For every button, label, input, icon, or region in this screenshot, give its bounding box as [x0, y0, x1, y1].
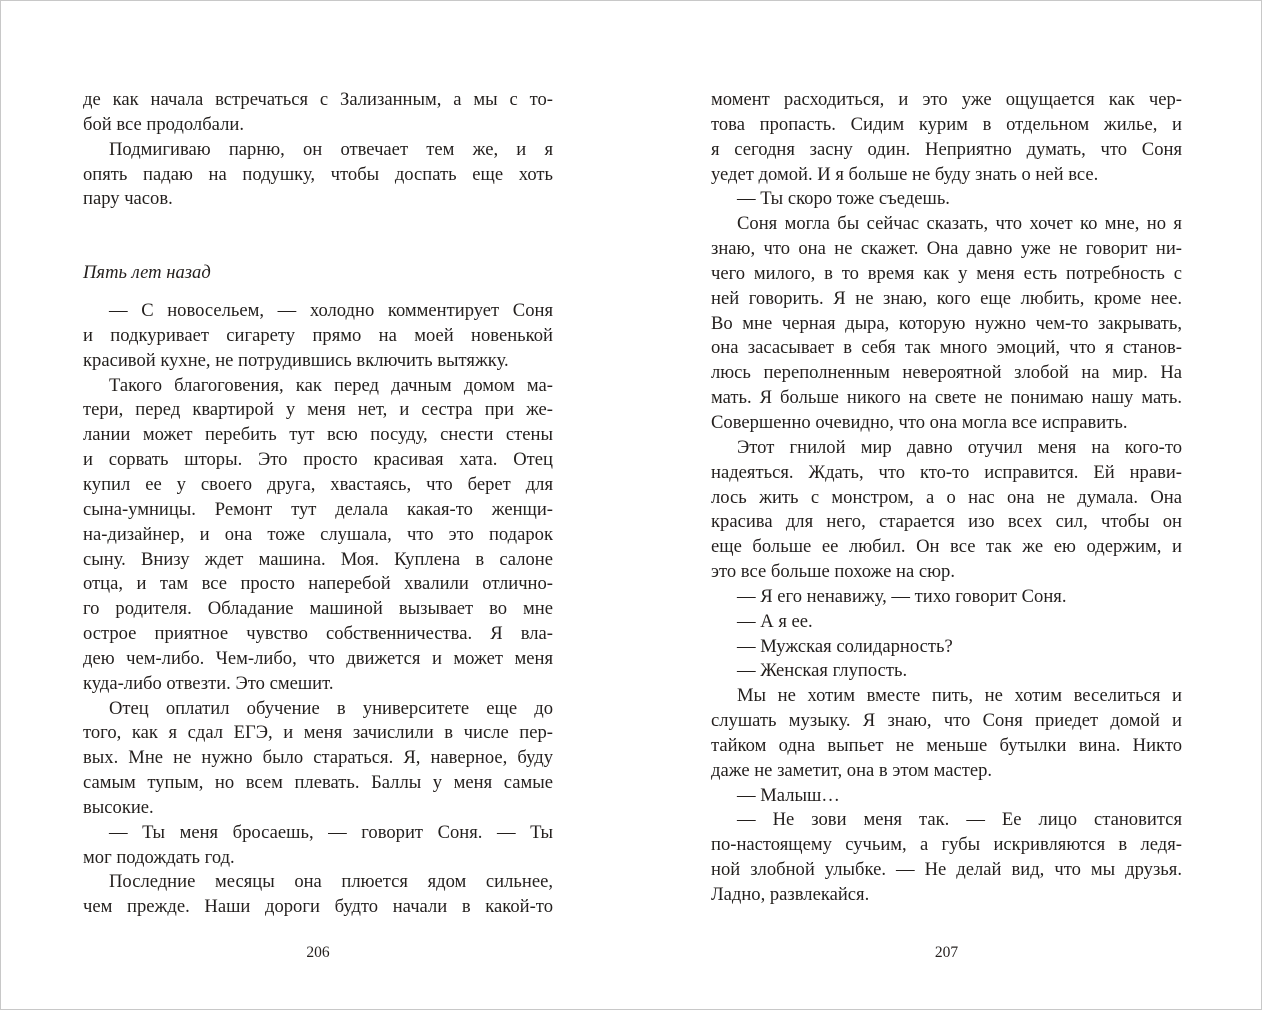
text-line: дею чем-либо. Чем-либо, что движется и может меня: [83, 647, 553, 669]
text-line: красивой кухне, не потрудившись включить вытяжку.: [83, 349, 509, 371]
text-line: мать. Я больше никого на свете не понимаю нашу мать.: [711, 387, 1182, 409]
text-line: надеяться. Ждать, что кто-то исправится. Ей нрави-: [711, 461, 1182, 483]
paragraph: [711, 436, 1182, 585]
text-line: по-настоящему сучьим, а губы искривляются в ледя-: [711, 834, 1182, 856]
text-line: Мы не хотим вместе пить, не хотим веселиться и: [737, 685, 1182, 707]
text-line: и сорвать шторы. Это просто красивая хата. Отец: [83, 449, 553, 471]
text-line: пару часов.: [83, 188, 173, 210]
text-line: того, как я сдал ЕГЭ, и меня зачислили в числе пер-: [83, 722, 553, 744]
text-line: — Не зови меня так. — Ее лицо становится: [737, 809, 1182, 831]
section-heading: Пять лет назад: [83, 262, 211, 284]
right-page-text: [711, 88, 1182, 908]
text-line: Отец оплатил обучение в университете еще до: [109, 697, 553, 719]
paragraph: [711, 808, 1182, 907]
text-line: высокие.: [83, 796, 154, 818]
right-page: [711, 1, 1182, 1009]
text-line: бой все продолбали.: [83, 113, 244, 135]
paragraph: [711, 635, 1182, 660]
text-line: тери, перед квартирой у меня нет, и сестра при же-: [83, 399, 553, 421]
text-line: куда-либо отвезти. Это смешит.: [83, 672, 334, 694]
text-line: ной злобной улыбке. — Не делай вид, что мы друзья.: [711, 859, 1182, 881]
text-line: Совершенно очевидно, что она могла все исправить.: [711, 411, 1128, 433]
text-line: това пропасть. Сидим курим в отдельном жилье, и: [711, 113, 1182, 135]
text-line: отца, и там все просто наперебой хвалили отлично-: [83, 573, 553, 595]
paragraph: [83, 697, 553, 821]
text-line: чем прежде. Наши дороги будто начали в какой-то: [83, 896, 553, 918]
text-line: лось жить с монстром, а о нас она не думала. Она: [711, 486, 1182, 508]
text-line: я сегодня засну один. Неприятно думать, что Соня: [711, 138, 1182, 160]
text-line: знаю, что она не скажет. Она давно уже не говорит ни-: [711, 238, 1182, 260]
text-line: тайком одна выпьет не меньше бутылки вина. Никто: [711, 734, 1182, 756]
text-line: чего милого, в то время как у меня есть потребность с: [711, 262, 1182, 284]
text-line: ней говорить. Я не знаю, кого еще любить, кроме нее.: [711, 287, 1182, 309]
text-line: слушать музыку. Я знаю, что Соня приедет домой и: [711, 710, 1182, 732]
text-line: Соня могла бы сейчас сказать, что хочет ко мне, но я: [737, 213, 1182, 235]
paragraph: [711, 610, 1182, 635]
text-line: го родителя. Обладание машиной вызывает во мне: [83, 598, 553, 620]
text-line: — Ты скоро тоже съедешь.: [737, 188, 950, 210]
page-number-right: 207: [934, 944, 959, 961]
left-page-text: [83, 88, 553, 920]
paragraph: [83, 374, 553, 697]
text-line: — А я ее.: [737, 610, 813, 632]
text-line: — С новосельем, — холодно комментирует Соня: [109, 300, 553, 322]
paragraph: [83, 88, 553, 138]
text-line: лании может перебить тут всю посуду, снести стены: [83, 424, 553, 446]
text-line: Во мне черная дыра, которую нужно чем-то закрывать,: [711, 312, 1182, 334]
paragraph: [83, 138, 553, 213]
paragraph: [711, 212, 1182, 436]
text-line: Последние месяцы она плюется ядом сильнее,: [109, 871, 553, 893]
paragraph: [83, 870, 553, 920]
text-line: сыну. Внизу ждет машина. Моя. Куплена в салоне: [83, 548, 553, 570]
text-line: купил ее у своего друга, хвастаясь, что берет для: [83, 473, 553, 495]
text-line: — Женская глупость.: [737, 660, 908, 682]
text-line: это все больше похоже на сюр.: [711, 561, 955, 583]
text-line: на-дизайнер, и она тоже слушала, что это подарок: [83, 523, 553, 545]
text-line: красива для него, старается изо всех сил, чтобы он: [711, 511, 1182, 533]
paragraph: [711, 187, 1182, 212]
text-line: Ладно, развлекайся.: [711, 884, 870, 905]
text-line: она засасывает в себя так много эмоций, что я станов-: [711, 337, 1182, 359]
paragraph: [83, 821, 553, 871]
page-number-left: 206: [306, 944, 330, 961]
paragraph: [711, 684, 1182, 783]
text-line: острое приятное чувство собственничества. Я вла-: [83, 623, 553, 645]
paragraph: [711, 585, 1182, 610]
text-line: люсь переполненным невероятной злобой на мир. На: [711, 362, 1182, 384]
text-line: уедет домой. И я больше не буду знать о ней все.: [711, 163, 1099, 185]
text-line: момент расходиться, и это уже ощущается как чер-: [711, 89, 1182, 110]
text-line: Этот гнилой мир давно отучил меня на кого-то: [737, 436, 1182, 458]
text-line: вых. Мне не нужно было стараться. Я, наверное, буду: [83, 747, 553, 769]
text-line: даже не заметит, она в этом мастер.: [711, 759, 993, 781]
paragraph: [711, 88, 1182, 187]
text-line: самым тупым, но всем плевать. Баллы у меня самые: [83, 772, 553, 794]
paragraph: [83, 299, 553, 374]
paragraph: [711, 659, 1182, 684]
text-line: опять падаю на подушку, чтобы доспать еще хоть: [83, 163, 553, 185]
text-line: — Ты меня бросаешь, — говорит Соня. — Ты: [109, 821, 553, 843]
text-line: Такого благоговения, как перед дачным домом ма-: [109, 374, 553, 396]
text-line: де как начала встречаться с Зализанным, а мы с то-: [83, 89, 553, 110]
text-line: и подкуривает сигарету прямо на моей новенькой: [83, 324, 553, 346]
paragraph: [711, 784, 1182, 809]
text-line: мог подождать год.: [83, 846, 235, 868]
text-line: — Мужская солидарность?: [737, 635, 953, 657]
text-line: Подмигиваю парню, он отвечает тем же, и я: [109, 138, 553, 160]
text-line: еще больше ее любил. Он все так же ею одержим, и: [711, 536, 1182, 558]
text-line: — Я его ненавижу, — тихо говорит Соня.: [737, 585, 1067, 607]
text-line: сына-умницы. Ремонт тут делала какая-то женщи-: [83, 498, 553, 520]
left-page: [83, 1, 553, 1009]
text-line: — Малыш…: [737, 784, 840, 806]
